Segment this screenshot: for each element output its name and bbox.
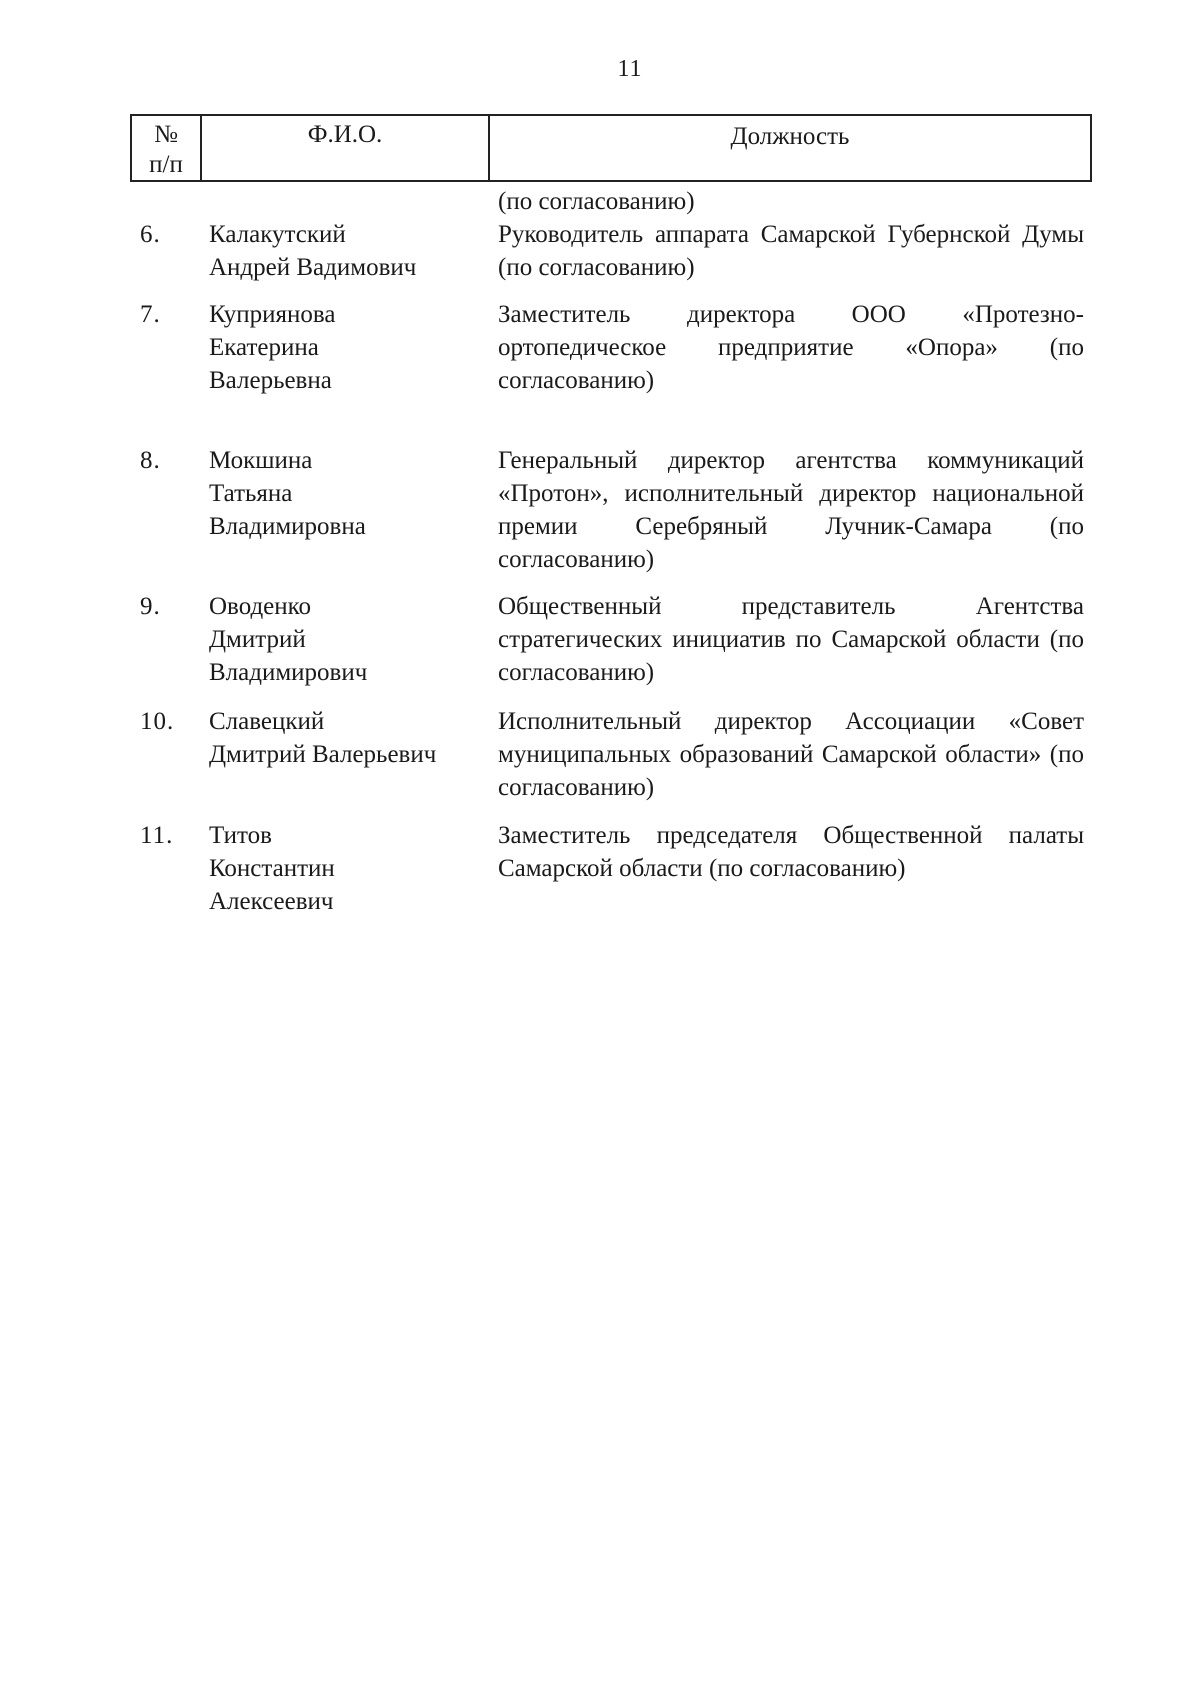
person-name [209, 590, 489, 689]
person-position: Общественный представитель Агентства стратегических инициатив по Самарской области (по согласованию) [498, 593, 1084, 686]
name-line: Оводенко [209, 593, 312, 620]
row-number: 9. [140, 593, 161, 620]
person-name [209, 298, 489, 397]
name-line: Екатерина [209, 334, 319, 361]
person-position: Генеральный директор агентства коммуникаций «Протон», исполнительный директор национальной премии Серебряный Лучник-Самара (по согласованию) [498, 447, 1084, 573]
header-number-column [132, 116, 202, 180]
person-position: Руководитель аппарата Самарской Губернской Думы (по согласованию) [498, 221, 1084, 281]
name-line: Андрей Вадимович [209, 254, 417, 281]
row-number: 6. [140, 221, 161, 248]
table-header [130, 114, 1092, 182]
row-number: 8. [140, 447, 161, 474]
name-line: Владимировна [209, 513, 366, 540]
row-number: 10. [140, 708, 175, 735]
name-line: Владимирович [209, 659, 368, 686]
continuation-text: (по согласованию) [498, 188, 695, 215]
page-number: 11 [617, 56, 643, 82]
name-line: Славецкий [209, 708, 325, 735]
header-number-abbrev: п/п [149, 151, 183, 178]
person-position: Заместитель председателя Общественной палаты Самарской области (по согласованию) [498, 822, 1084, 882]
row-number: 7. [140, 301, 161, 328]
name-line: Дмитрий Валерьевич [209, 741, 437, 768]
name-line: Валерьевна [209, 367, 332, 394]
name-line: Куприянова [209, 301, 336, 328]
person-name [209, 819, 489, 918]
name-line: Калакутский [209, 221, 346, 248]
name-line: Татьяна [209, 480, 293, 507]
header-position-column: Должность [730, 123, 850, 150]
person-position: Заместитель директора ООО «Протезно-ортопедическое предприятие «Опора» (по согласованию) [498, 301, 1084, 394]
person-name [209, 444, 489, 543]
person-name [209, 218, 489, 284]
header-number-symbol: № [154, 121, 178, 148]
name-line: Константин [209, 855, 335, 882]
name-line: Титов [209, 822, 272, 849]
header-fio-column: Ф.И.О. [202, 116, 490, 180]
name-line: Дмитрий [209, 626, 306, 653]
person-position: Исполнительный директор Ассоциации «Совет муниципальных образований Самарской области» (по согласованию) [498, 708, 1084, 801]
name-line: Алексеевич [209, 888, 334, 915]
person-name [209, 705, 489, 771]
name-line: Мокшина [209, 447, 313, 474]
row-number: 11. [140, 822, 174, 849]
